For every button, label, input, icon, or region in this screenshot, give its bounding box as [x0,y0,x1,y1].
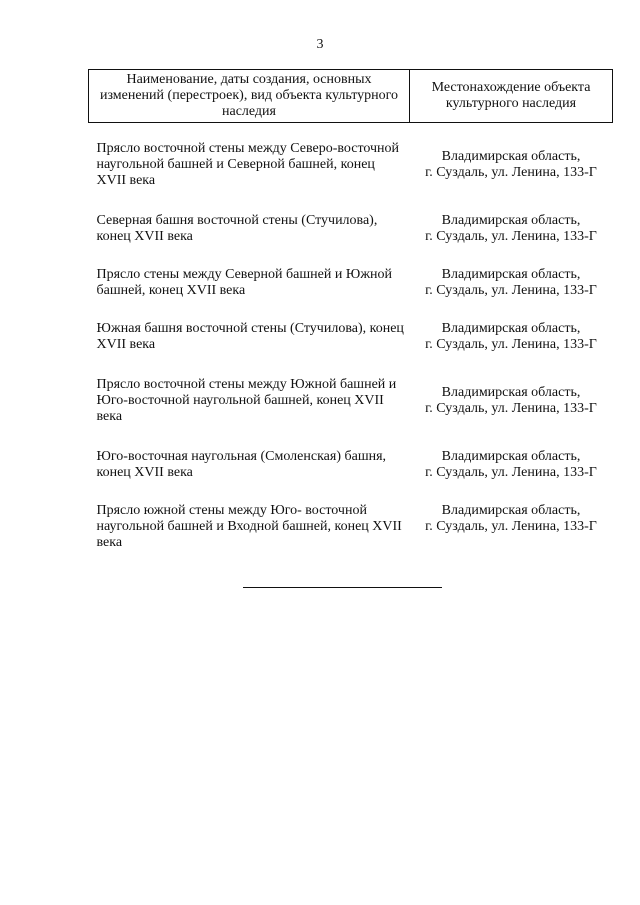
location-region: Владимирская область, [441,212,581,228]
location-address: г. Суздаль, ул. Ленина, 133-Г [425,164,597,180]
header-name-column: Наименование, даты создания, основных изменений (перестроек), вид объекта культурного наследия [89,70,410,123]
object-name: Прясло восточной стены между Северо-восточной наугольной башней и Северной башней, конец XVII века [96,140,400,188]
location-region: Владимирская область, [441,384,581,400]
table-header-row [89,70,613,123]
location-address: г. Суздаль, ул. Ленина, 133-Г [425,464,597,480]
location-region: Владимирская область, [441,148,581,164]
object-name: Северная башня восточной стены (Стучилова), конец XVII века [96,212,378,244]
header-location-column: Местонахождение объекта культурного наследия [410,70,613,123]
location-region: Владимирская область, [441,320,581,336]
object-location [410,375,613,427]
object-name: Прясло южной стены между Юго- восточной наугольной башней и Входной башней, конец XVII века [96,502,402,550]
object-location [410,449,613,481]
location-region: Владимирская область, [441,502,581,518]
heritage-table [88,69,613,555]
object-name: Южная башня восточной стены (Стучилова), конец XVII века [96,320,404,352]
location-address: г. Суздаль, ул. Ленина, 133-Г [425,282,597,298]
page-number: 3 [316,37,324,52]
object-location [410,321,613,353]
table-row [89,449,613,481]
location-region: Владимирская область, [441,266,581,282]
table-row [89,321,613,353]
table-row [89,267,613,299]
table-row [89,503,613,555]
table-row [89,139,613,191]
closing-divider [243,587,442,588]
object-name: Юго-восточная наугольная (Смоленская) башня, конец XVII века [96,448,387,480]
location-address: г. Суздаль, ул. Ленина, 133-Г [425,228,597,244]
object-name: Прясло восточной стены между Южной башней и Юго-восточной наугольной башней, конец XVII века [96,376,397,424]
table-row [89,213,613,245]
location-region: Владимирская область, [441,448,581,464]
object-location [410,213,613,245]
location-address: г. Суздаль, ул. Ленина, 133-Г [425,518,597,534]
table-row [89,375,613,427]
object-location [410,267,613,299]
object-name: Прясло стены между Северной башней и Южной башней, конец XVII века [96,266,393,298]
object-location [410,139,613,191]
location-address: г. Суздаль, ул. Ленина, 133-Г [425,336,597,352]
location-address: г. Суздаль, ул. Ленина, 133-Г [425,400,597,416]
object-location [410,503,613,555]
